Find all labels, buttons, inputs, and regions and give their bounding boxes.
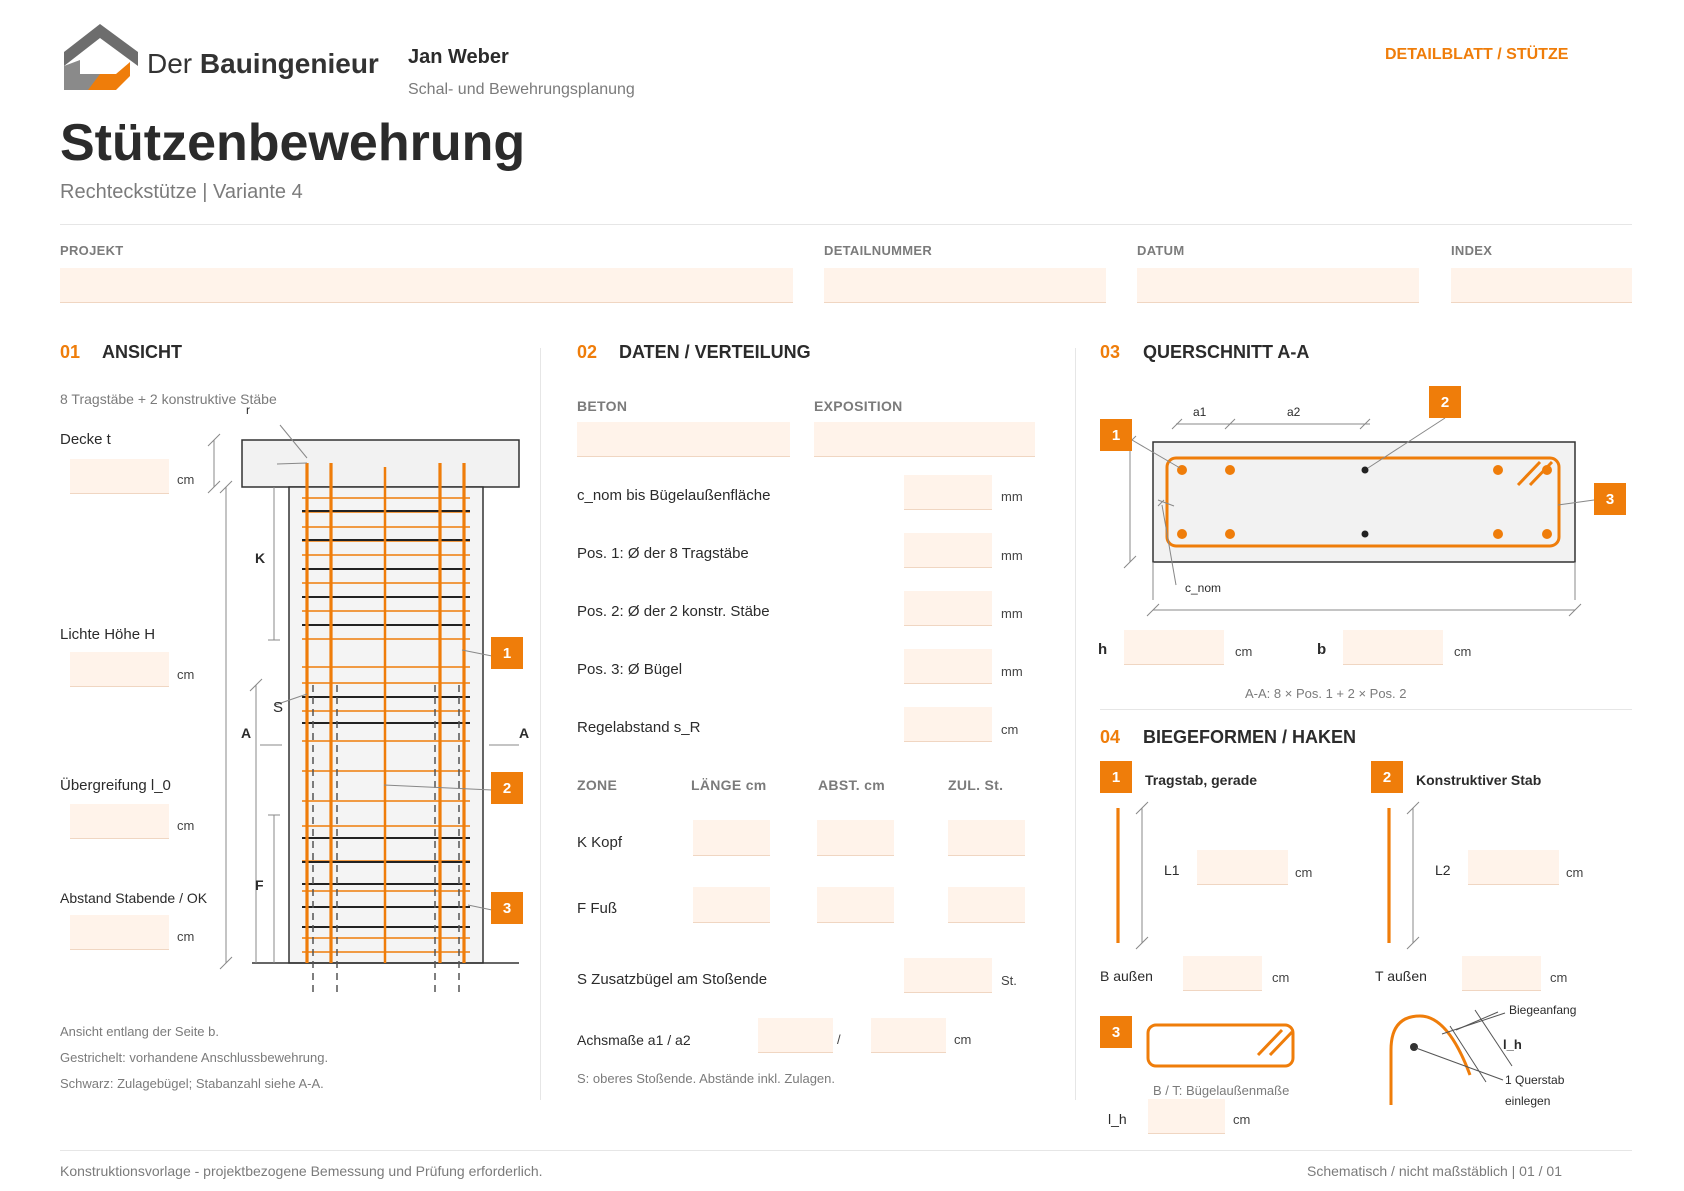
- dim-a1: a1: [1193, 405, 1207, 419]
- s1-summary: 8 Tragstäbe + 2 konstruktive Stäbe: [60, 391, 277, 407]
- doc-type: DETAILBLATT / STÜTZE: [1385, 46, 1569, 63]
- badge-1-elevation: 1: [491, 637, 523, 669]
- zone-kopf-label: K Kopf: [577, 834, 623, 851]
- label-r: r: [246, 403, 250, 417]
- abstand-label: Abstand Stabende / OK: [60, 890, 208, 906]
- b-aussen-unit: cm: [1272, 970, 1290, 985]
- page-subtitle: Rechteckstütze | Variante 4: [60, 181, 303, 203]
- row-cnom-unit: mm: [1001, 489, 1023, 504]
- row-sr-unit: cm: [1001, 722, 1019, 737]
- L2-field[interactable]: [1468, 850, 1559, 885]
- querstab-label-1: 1 Querstab: [1505, 1073, 1565, 1087]
- s1-note-3: Schwarz: Zulagebügel; Stabanzahl siehe A-A.: [60, 1076, 324, 1091]
- row-pos2-label: Pos. 2: Ø der 2 konstr. Stäbe: [577, 603, 770, 620]
- footer-left: Konstruktionsvorlage - projektbezogene Bemessung und Prüfung erforderlich.: [60, 1163, 543, 1179]
- row-pos1-label: Pos. 1: Ø der 8 Tragstäbe: [577, 545, 749, 562]
- badge-2-elevation: 2: [491, 772, 523, 804]
- label-F: F: [255, 877, 264, 893]
- s3-number: 03: [1100, 342, 1121, 362]
- shape1-title: Tragstab, gerade: [1145, 772, 1258, 788]
- footer-divider: [60, 1150, 1632, 1151]
- s4-title: BIEGEFORMEN / HAKEN: [1143, 727, 1357, 747]
- t-aussen-label: T außen: [1375, 968, 1427, 984]
- biegeanfang-label: Biegeanfang: [1509, 1003, 1577, 1017]
- zone-fuss-label: F Fuß: [577, 900, 617, 917]
- row-pos1-unit: mm: [1001, 548, 1023, 563]
- s1-number: 01: [60, 342, 81, 362]
- b-aussen-field[interactable]: [1183, 956, 1262, 991]
- decke-label: Decke t: [60, 431, 111, 448]
- s2-number: 02: [577, 342, 598, 362]
- brand-name-light: Der: [147, 48, 193, 79]
- lh-hook-label: l_h: [1503, 1037, 1522, 1052]
- th-abst: ABST. cm: [818, 777, 885, 793]
- th-zone: ZONE: [577, 777, 618, 793]
- row-pos3-label: Pos. 3: Ø Bügel: [577, 661, 683, 678]
- L1-field[interactable]: [1197, 850, 1288, 885]
- page-title: Stützenbewehrung: [60, 114, 526, 172]
- row-sr-label: Regelabstand s_R: [577, 719, 701, 736]
- zusatz-label: S Zusatzbügel am Stoßende: [577, 971, 768, 988]
- index-label: INDEX: [1451, 243, 1493, 258]
- s1-note-2: Gestrichelt: vorhandene Anschlussbewehrung.: [60, 1050, 329, 1065]
- zusatz-unit: St.: [1001, 973, 1017, 988]
- s2-title: DATEN / VERTEILUNG: [619, 342, 811, 362]
- badge-3-shape: 3: [1100, 1016, 1132, 1048]
- label-A-right: A: [519, 725, 530, 741]
- s1-note-1: Ansicht entlang der Seite b.: [60, 1024, 219, 1039]
- buegel-caption: B / T: Bügelaußenmaße: [1153, 1083, 1290, 1098]
- datum-label: DATUM: [1137, 243, 1185, 258]
- lichte-hoehe-label: Lichte Höhe H: [60, 626, 156, 643]
- exposition-label: EXPOSITION: [814, 398, 903, 414]
- h-label: h: [1098, 641, 1108, 658]
- row-pos2-unit: mm: [1001, 606, 1023, 621]
- badge-2-shape: 2: [1371, 761, 1403, 793]
- badge-1-shape: 1: [1100, 761, 1132, 793]
- b-label: b: [1317, 641, 1327, 658]
- badge-2-section: 2: [1429, 386, 1461, 418]
- b-aussen-label: B außen: [1100, 968, 1153, 984]
- author-role: Schal- und Bewehrungsplanung: [408, 81, 635, 98]
- projekt-label: PROJEKT: [60, 243, 124, 258]
- querstab-label-2: einlegen: [1505, 1094, 1551, 1108]
- brand-name-bold: Bauingenieur: [199, 48, 379, 79]
- row-cnom-label: c_nom bis Bügelaußenfläche: [577, 487, 771, 504]
- shape2-title: Konstruktiver Stab: [1416, 772, 1542, 788]
- L1-label: L1: [1164, 862, 1180, 878]
- footer-right: Schematisch / nicht maßstäblich | 01 / 01: [1307, 1163, 1562, 1179]
- s4-number: 04: [1100, 727, 1121, 747]
- L1-unit: cm: [1295, 865, 1313, 880]
- b-unit: cm: [1454, 644, 1472, 659]
- lichte-hoehe-unit: cm: [177, 667, 195, 682]
- dim-cnom: c_nom: [1185, 581, 1222, 595]
- badge-1-section: 1: [1100, 419, 1132, 451]
- achs-label: Achsmaße a1 / a2: [577, 1032, 691, 1048]
- lh-label: l_h: [1108, 1111, 1127, 1127]
- detailnummer-label: DETAILNUMMER: [824, 243, 933, 258]
- lh-field[interactable]: [1148, 1099, 1225, 1134]
- achs-unit: cm: [954, 1032, 972, 1047]
- label-K: K: [255, 550, 266, 566]
- L2-unit: cm: [1566, 865, 1584, 880]
- lh-unit: cm: [1233, 1112, 1251, 1127]
- dim-a2: a2: [1287, 405, 1301, 419]
- badge-3-elevation: 3: [491, 892, 523, 924]
- uebergreifung-label: Übergreifung l_0: [60, 777, 171, 794]
- t-aussen-unit: cm: [1550, 970, 1568, 985]
- s1-title: ANSICHT: [102, 342, 182, 362]
- h-unit: cm: [1235, 644, 1253, 659]
- s3-title: QUERSCHNITT A-A: [1143, 342, 1310, 362]
- badge-3-section: 3: [1594, 483, 1626, 515]
- author-name: Jan Weber: [408, 46, 509, 68]
- label-S: S: [273, 699, 284, 716]
- t-aussen-field[interactable]: [1462, 956, 1541, 991]
- th-laenge: LÄNGE cm: [691, 777, 767, 793]
- decke-unit: cm: [177, 472, 195, 487]
- uebergreifung-unit: cm: [177, 818, 195, 833]
- row-pos3-unit: mm: [1001, 664, 1023, 679]
- beton-label: BETON: [577, 398, 628, 414]
- section-caption: A-A: 8 × Pos. 1 + 2 × Pos. 2: [1245, 686, 1407, 701]
- th-zul: ZUL. St.: [948, 777, 1004, 793]
- achs-slash: /: [837, 1032, 841, 1047]
- label-A-left: A: [241, 725, 252, 741]
- s2-note: S: oberes Stoßende. Abstände inkl. Zulagen.: [577, 1071, 836, 1086]
- abstand-unit: cm: [177, 929, 195, 944]
- L2-label: L2: [1435, 862, 1451, 878]
